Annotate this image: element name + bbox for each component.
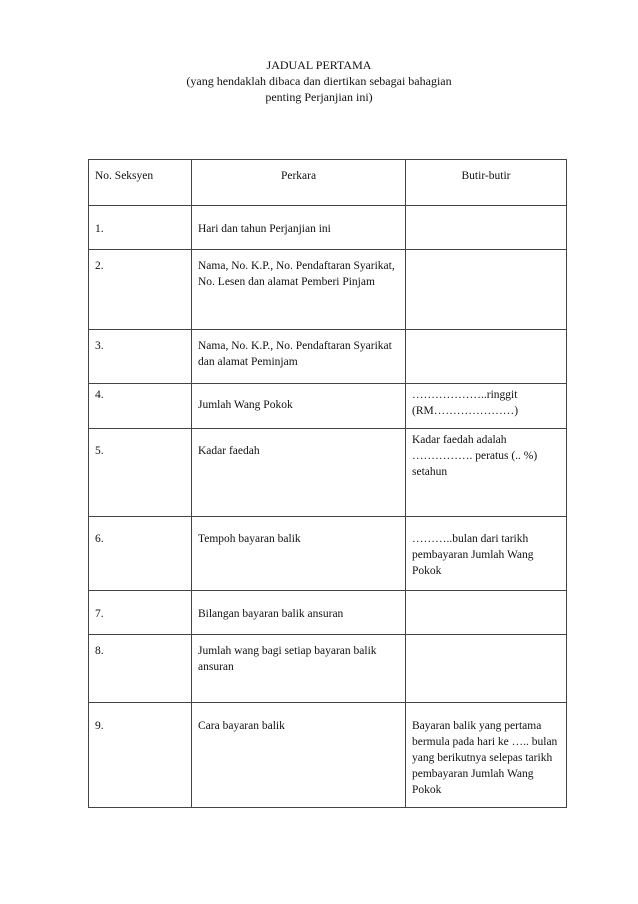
row-number: 4. xyxy=(89,384,192,429)
row-matter: Kadar faedah xyxy=(192,429,406,517)
row-number: 1. xyxy=(89,206,192,250)
row-number: 6. xyxy=(89,517,192,591)
row-matter: Cara bayaran balik xyxy=(192,703,406,808)
row-matter: Hari dan tahun Perjanjian ini xyxy=(192,206,406,250)
row-number: 8. xyxy=(89,635,192,703)
row-matter: Tempoh bayaran balik xyxy=(192,517,406,591)
schedule-table xyxy=(88,159,567,808)
table-row xyxy=(89,703,567,808)
row-details xyxy=(406,250,567,330)
schedule-subtitle-line2: penting Perjanjian ini) xyxy=(265,90,373,104)
table-row xyxy=(89,429,567,517)
schedule-subtitle-line1: (yang hendaklah dibaca dan diertikan sebagai bahagian xyxy=(186,74,452,88)
table-row xyxy=(89,250,567,330)
row-details: ………………..ringgit (RM…………………) xyxy=(406,384,567,429)
row-number: 5. xyxy=(89,429,192,517)
row-matter: Bilangan bayaran balik ansuran xyxy=(192,591,406,635)
table-row xyxy=(89,517,567,591)
schedule-title: JADUAL PERTAMA xyxy=(266,58,372,72)
header-details: Butir-butir xyxy=(406,160,567,206)
row-details xyxy=(406,206,567,250)
table-row xyxy=(89,384,567,429)
row-details: Bayaran balik yang pertama bermula pada hari ke ….. bulan yang berikutnya selepas tarikh pembayaran Jumlah Wang Pokok xyxy=(406,703,567,808)
row-matter: Nama, No. K.P., No. Pendaftaran Syarikat dan alamat Peminjam xyxy=(192,330,406,384)
document-heading xyxy=(0,57,638,105)
row-number: 9. xyxy=(89,703,192,808)
row-details xyxy=(406,635,567,703)
row-matter: Jumlah Wang Pokok xyxy=(192,384,406,429)
row-details xyxy=(406,591,567,635)
row-number: 7. xyxy=(89,591,192,635)
row-matter: Nama, No. K.P., No. Pendaftaran Syarikat, No. Lesen dan alamat Pemberi Pinjam xyxy=(192,250,406,330)
table-row xyxy=(89,591,567,635)
row-number: 3. xyxy=(89,330,192,384)
row-details xyxy=(406,330,567,384)
row-details: ………..bulan dari tarikh pembayaran Jumlah Wang Pokok xyxy=(406,517,567,591)
table-row xyxy=(89,330,567,384)
header-section-number: No. Seksyen xyxy=(89,160,192,206)
row-matter: Jumlah wang bagi setiap bayaran balik ansuran xyxy=(192,635,406,703)
row-details: Kadar faedah adalah ……………. peratus (.. %) setahun xyxy=(406,429,567,517)
row-number: 2. xyxy=(89,250,192,330)
table-row xyxy=(89,635,567,703)
table-row xyxy=(89,206,567,250)
header-matter: Perkara xyxy=(192,160,406,206)
table-header-row xyxy=(89,160,567,206)
